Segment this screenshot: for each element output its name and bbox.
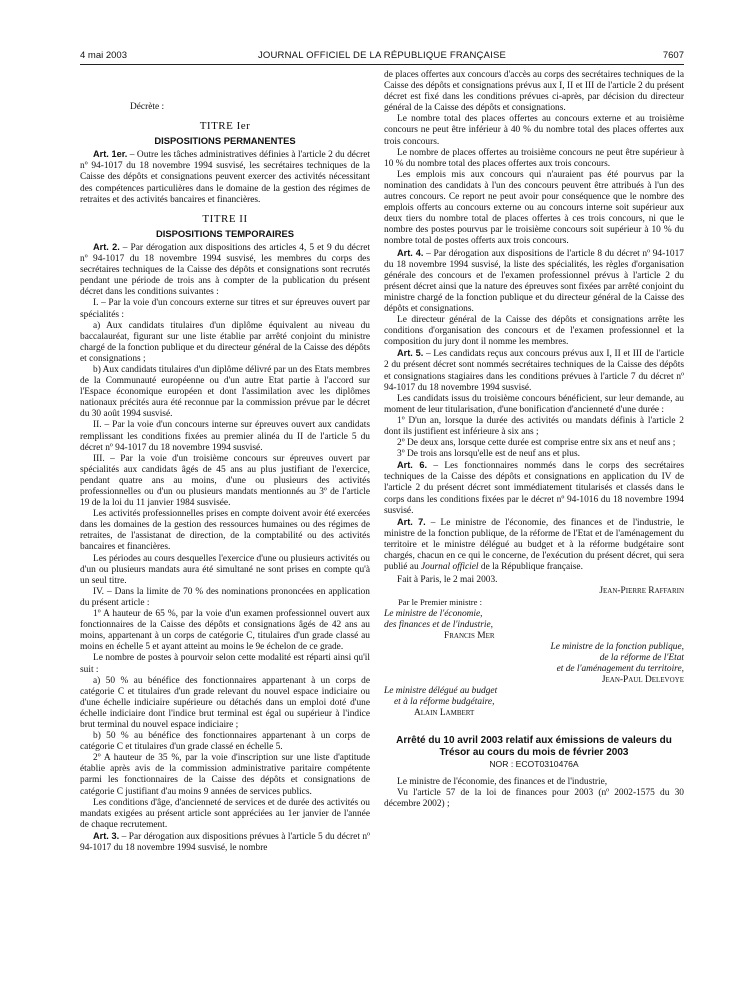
- page-number: 7607: [662, 50, 684, 61]
- minister-fp-line-2: de la réforme de l'Etat: [599, 652, 684, 663]
- paragraph: Le nombre total des places offertes au concours externe et au troisième concours ne peut être inférieur à 40 % du nombre total des places offertes aux trois concours.: [384, 114, 684, 147]
- paragraph: Le ministre de l'économie, des finances et de l'industrie,: [397, 776, 608, 787]
- paragraph: Les activités professionnelles prises en compte doivent avoir été exercées dans les domaines de la gestion des ressources humaines ou des régimes de retraites, de l'assistanat de direction, de la comptabilité ou des activités bancaires et financières.: [80, 509, 370, 553]
- article-2-label: Art. 2.: [93, 241, 120, 252]
- paragraph: 1º D'un an, lorsque la durée des activités ou mandats définis à l'article 2 dont ils justifient est inférieure à six ans ;: [384, 415, 684, 437]
- paragraph: Les emplois mis aux concours qui n'auraient pas été pourvus par la nomination des candidats à l'un des concours peuvent être attribués à l'un des autres concours. Ce report ne peut avoir pour conséquence que le nombre des emplois offerts au concours externe ou au concours interne soit supérieur aux deux tiers du nombre total de places offertes à ces trois concours, ni que le nombre des postes pourvus par le troisième concours soit supérieur à 10 % du nombre total de postes offerts aux trois concours.: [384, 169, 684, 247]
- nor-reference: NOR : ECOT0310476A: [489, 759, 579, 770]
- paragraph: de places offertes aux concours d'accès au corps des secrétaires techniques de la Caisse des dépôts et consignations prévus aux I, II et III de l'article 2 du présent décret est fixé dans les conditions prévues ci-après, par décision du directeur général de la Caisse des dépôts et consignations.: [384, 70, 684, 114]
- article-4: [384, 248, 684, 316]
- paragraph: Le nombre de postes à pourvoir selon cette modalité est réparti ainsi qu'il suit :: [80, 653, 370, 675]
- article-3-label: Art. 3.: [93, 830, 120, 841]
- article-5-label: Art. 5.: [397, 348, 424, 359]
- minister-economy-line-2: des finances et de l'industrie,: [384, 619, 494, 630]
- right-column: [384, 70, 684, 810]
- journal-officiel-ref: Journal officiel: [420, 562, 479, 573]
- signature-prime-minister: Jean-Pierre Raffarin: [599, 586, 684, 597]
- titre-2-heading: DISPOSITIONS TEMPORAIRES: [155, 227, 295, 239]
- article-1-label: Art. 1er.: [93, 149, 128, 160]
- paragraph: Les périodes au cours desquelles l'exercice d'une ou plusieurs activités ou d'un ou plusieurs mandats aura été simultané ne sont prises en compte qu'à un seul titre.: [80, 553, 370, 586]
- paragraph: 2º A hauteur de 35 %, par la voie d'inscription sur une liste d'aptitude établie après avis de la commission administrative paritaire compétente parmi les fonctionnaires de la Caisse des dépôts et consignations de catégorie C justifiant d'au moins 9 années de services publics.: [80, 753, 370, 797]
- article-4-text: – Par dérogation aux dispositions de l'article 8 du décret nº 94-1017 du 18 novembre 1994 susvisé, la liste des spécialités, les règles d'organisation générale des concours et de l'examen professionnel prévus à l'article 2 du présent décret ainsi que la nature des épreuves sont fixées par arrêté conjoint du ministre chargé de la fonction publique et du directeur général de la Caisse des dépôts et consignations.: [384, 248, 684, 314]
- paragraph: 2º De deux ans, lorsque cette durée est comprise entre six ans et neuf ans ;: [397, 438, 676, 449]
- minister-budget-line-2: et à la réforme budgétaire,: [394, 697, 495, 708]
- article-1-text: – Outre les tâches administratives définies à l'article 2 du décret nº 94-1017 du 18 novembre 1994 susvisé, les secrétaires techniques de la Caisse des dépôts et consignations peuvent exercer des activités nécessitant des compétences particulières dans le domaine de la gestion des régimes de retraites et des activités bancaires et financières.: [80, 150, 370, 205]
- minister-fp-line-1: Le ministre de la fonction publique,: [550, 641, 684, 652]
- article-3: [80, 831, 370, 854]
- titre-1-heading: DISPOSITIONS PERMANENTES: [154, 135, 296, 147]
- paragraph: a) Aux candidats titulaires d'un diplôme équivalent au niveau du baccalauréat, figurant sur une liste établie par arrêté conjoint du ministre chargé de la fonction publique et du directeur général de la Caisse des dépôts et consignations ;: [80, 320, 370, 364]
- article-7-text: – Le ministre de l'économie, des finances et de l'industrie, le ministre de la fonction publique, de la réforme de l'Etat et de l'aménagement du territoire et le ministre délégué au budget et à la réforme budgétaire sont chargés, chacun en ce qui le concerne, de l'exécution du présent décret, qui sera publié au: [384, 517, 684, 573]
- article-5: [384, 348, 684, 393]
- paragraph: Les candidats issus du troisième concours bénéficient, sur leur demande, au moment de leur titularisation, d'une bonification d'ancienneté d'une durée :: [384, 393, 684, 415]
- article-7-label: Art. 7.: [397, 516, 426, 527]
- paragraph: Vu l'article 57 de la loi de finances pour 2003 (nº 2002-1575 du 30 décembre 2002) ;: [384, 787, 684, 809]
- paragraph: III. – Par la voie d'un troisième concours sur épreuves ouvert par spécialités aux candidats âgés de 45 ans au plus justifiant de l'exercice, pendant quatre ans au moins, d'une ou plusieurs des activités professionnelles ou d'un ou plusieurs mandats mentionnés au 3º de l'article 19 de la loi du 11 janvier 1984 susvisée.: [80, 453, 370, 509]
- titre-2: TITRE II: [202, 212, 248, 225]
- article-6: [384, 460, 684, 516]
- paragraph: IV. – Dans la limite de 70 % des nominations prononcées en application du présent article :: [80, 586, 370, 608]
- paragraph: II. – Par la voie d'un concours interne sur épreuves ouvert aux candidats remplissant les conditions fixées au premier alinéa du II de l'article 5 du décret nº 94-1017 du 18 novembre 1994 susvisé.: [80, 420, 370, 453]
- minister-economy-line-1: Le ministre de l'économie,: [384, 608, 483, 619]
- paragraph: a) 50 % au bénéfice des fonctionnaires appartenant à un corps de catégorie C et titulaires d'un grade relevant du nouvel espace indiciaire ou d'une échelle indiciaire supérieure ou détachés dans un emploi doté d'une échelle indiciaire dont l'indice brut terminal est égal ou supérieur à l'indice brut terminal du nouvel espace indiciaire ;: [80, 675, 370, 730]
- left-column: [80, 70, 370, 854]
- header-rule: [80, 64, 684, 65]
- issue-date: 4 mai 2003: [80, 50, 128, 61]
- decrete: Décrète :: [130, 102, 165, 112]
- signature-place-date: Fait à Paris, le 2 mai 2003.: [397, 575, 498, 586]
- paragraph: Le directeur général de la Caisse des dépôts et consignations arrête les conditions d'organisation des concours et de l'examen professionnel et la composition du jury dont il nomme les membres.: [384, 315, 684, 348]
- article-3-text: – Par dérogation aux dispositions prévues à l'article 5 du décret nº 94-1017 du 18 novembre 1994 susvisé, le nombre: [80, 831, 370, 853]
- page-header: [80, 50, 684, 64]
- signature-mer: Francis Mer: [444, 630, 495, 641]
- paragraph: b) 50 % au bénéfice des fonctionnaires appartenant à un corps de catégorie C et titulaires d'un grade classé en échelle 5.: [80, 731, 370, 753]
- paragraph: I. – Par la voie d'un concours externe sur titres et sur épreuves ouvert par spécialités :: [80, 298, 370, 320]
- arrete-title: Arrêté du 10 avril 2003 relatif aux émissions de valeurs du Trésor au cours du mois de février 2003: [396, 735, 672, 758]
- paragraph: b) Aux candidats titulaires d'un diplôme délivré par un des Etats membres de la Communauté européenne ou d'un autre Etat partie à l'accord sur l'Espace économique européen et dont l'assimilation avec les diplômes nationaux précités aura été reconnue par la commission prévue par le décret du 30 août 1994 susvisé.: [80, 364, 370, 420]
- article-4-label: Art. 4.: [397, 247, 424, 258]
- signature-lambert: Alain Lambert: [414, 708, 475, 719]
- journal-title: JOURNAL OFFICIEL DE LA RÉPUBLIQUE FRANÇAISE: [257, 50, 507, 61]
- minister-fp-line-3: et de l'aménagement du territoire,: [556, 663, 684, 674]
- par-le-premier-ministre: Par le Premier ministre :: [398, 597, 483, 608]
- article-2-text: – Par dérogation aux dispositions des articles 4, 5 et 9 du décret nº 94-1017 du 18 novembre 1994 susvisé, les membres du corps des secrétaires techniques de la Caisse des dépôts et consignations sont recrutés pendant une période de trois ans à compter de la publication du présent décret dans les conditions suivantes :: [80, 242, 370, 298]
- paragraph: 3º De trois ans lorsqu'elle est de neuf ans et plus.: [397, 449, 580, 460]
- titre-1: TITRE Ier: [199, 120, 251, 133]
- article-7-text-end: de la République française.: [478, 562, 583, 573]
- signature-delevoye: Jean-Paul Delevoye: [601, 675, 684, 686]
- paragraph: 1º A hauteur de 65 %, par la voie d'un examen professionnel ouvert aux fonctionnaires de la Caisse des dépôts et consignations âgés de 42 ans au moins, appartenant à un corps de catégorie C, titulaires d'un grade classé au moins en échelle 5 et ayant atteint au moins le 9e échelon de ce grade.: [80, 609, 370, 653]
- article-6-text: – Les fonctionnaires nommés dans le corps des secrétaires techniques de la Caisse des dépôts et consignations en application du IV de l'article 2 du présent décret sont immédiatement titularisés et classés dans le corps dans les conditions fixées par le décret nº 94-1016 du 18 novembre 1994 susvisé.: [384, 461, 684, 516]
- paragraph: Le nombre de places offertes au troisième concours ne peut être supérieur à 10 % du nombre total des places offertes aux trois concours.: [384, 147, 684, 169]
- article-2: [80, 242, 370, 298]
- article-5-text: – Les candidats reçus aux concours prévus aux I, II et III de l'article 2 du présent décret sont nommés secrétaires techniques de la Caisse des dépôts et consignations stagiaires dans les conditions prévues à l'article 7 du décret nº 94-1017 du 18 novembre 1994 susvisé.: [384, 349, 685, 393]
- article-6-label: Art. 6.: [397, 460, 428, 471]
- paragraph: Les conditions d'âge, d'ancienneté de services et de durée des activités ou mandats exigées au présent article sont appréciées au 1er janvier de l'année de chaque recrutement.: [80, 797, 370, 830]
- article-1: [80, 149, 370, 205]
- minister-budget-line-1: Le ministre délégué au budget: [384, 686, 498, 697]
- article-7: [384, 517, 684, 573]
